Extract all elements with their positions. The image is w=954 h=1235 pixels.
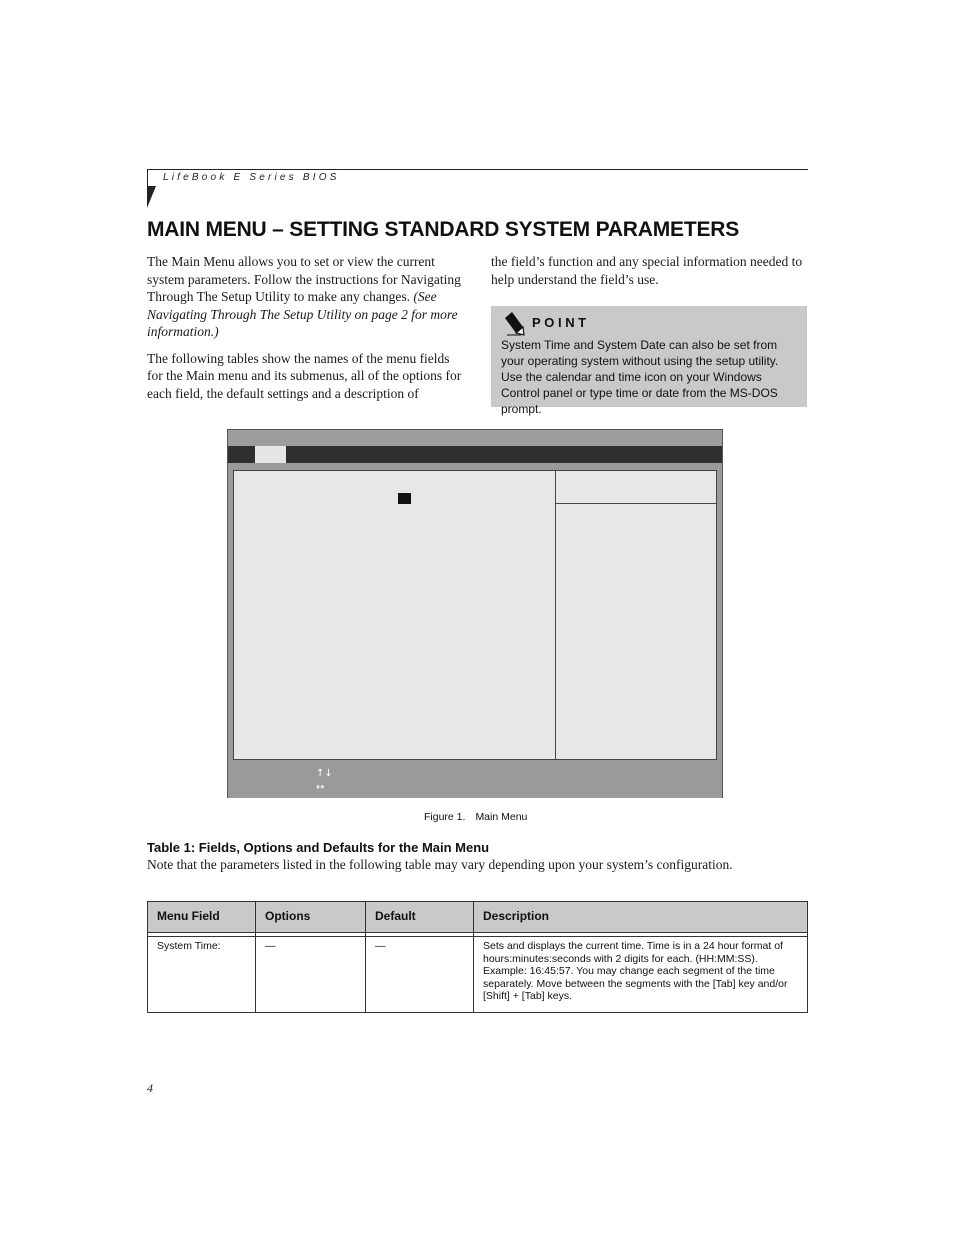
- bios-footer-bar: [228, 766, 722, 798]
- figure-number: Figure 1.: [424, 811, 466, 823]
- table-header-options: Options: [265, 909, 311, 923]
- bios-key-up-down: ↑↓: [316, 768, 333, 779]
- table-cell-options: —: [265, 940, 276, 952]
- intro-left-column: [147, 253, 462, 402]
- page-title: MAIN MENU – SETTING STANDARD SYSTEM PARAMETERS: [147, 218, 740, 241]
- intro-cross-reference: (See Navigating Through The Setup Utility on page 2 for more information.): [147, 289, 458, 339]
- bios-main-menu-figure: [227, 429, 723, 798]
- table-note: Note that the parameters listed in the following table may vary depending upon your system’s configuration.: [147, 857, 733, 872]
- bios-help-header-rule: [555, 503, 717, 504]
- intro-paragraph-2: The following tables show the names of the menu fields for the Main menu and its submenus, all of the options for each field, the default settings and a description of: [147, 350, 462, 401]
- table-column-divider: [365, 902, 366, 1012]
- intro-paragraph-2-continued: the field’s function and any special information needed to help understand the field’s use.: [491, 254, 803, 287]
- table-header-double-rule: [148, 936, 807, 937]
- bios-key-left-right: ↔: [316, 782, 325, 793]
- point-label: POINT: [532, 315, 590, 330]
- figure-caption-text: Main Menu: [475, 811, 528, 823]
- bios-menu-bar: [228, 446, 722, 463]
- figure-caption: [424, 811, 527, 823]
- intro-paragraph-1-text: The Main Menu allows you to set or view the current system parameters. Follow the instructions for Navigating Through The Setup Utility to make any changes.: [147, 254, 461, 304]
- bios-tab-main: [255, 446, 286, 463]
- table-title: Table 1: Fields, Options and Defaults for the Main Menu: [147, 840, 490, 855]
- main-menu-table: [147, 901, 808, 1013]
- bios-title-bar: [228, 430, 722, 446]
- header-rule: [147, 169, 808, 170]
- intro-paragraph-1: [147, 253, 462, 341]
- bios-cursor: [398, 493, 411, 504]
- running-header: LifeBook E Series BIOS: [163, 172, 340, 183]
- table-cell-field: System Time:: [157, 940, 221, 952]
- table-header-default: Default: [375, 909, 416, 923]
- table-header-description: Description: [483, 909, 550, 923]
- table-column-divider: [473, 902, 474, 1012]
- bios-content-panel: [233, 470, 717, 760]
- table-header-row: [148, 902, 807, 933]
- page-number: 4: [147, 1081, 153, 1095]
- point-text: System Time and System Date can also be set from your operating system without using the setup utility. Use the calendar and time icon on your Windows Control panel or type time or date from the MS-DOS prompt.: [501, 338, 779, 416]
- table-cell-default: —: [375, 940, 386, 952]
- table-header-menu-field: Menu Field: [157, 909, 220, 923]
- intro-right-column: [491, 253, 807, 288]
- header-wedge: [147, 186, 156, 208]
- table-column-divider: [255, 902, 256, 1012]
- bios-help-divider: [555, 471, 556, 759]
- table-cell-description: Sets and displays the current time. Time is in a 24 hour format of hours:minutes:seconds with 2 digits for each. (HH:MM:SS). Example: 16:45:57. You may change each segment of the time separately. Move between the segments with the [Tab] key and/or [Shift] + [Tab] keys.: [483, 940, 788, 1003]
